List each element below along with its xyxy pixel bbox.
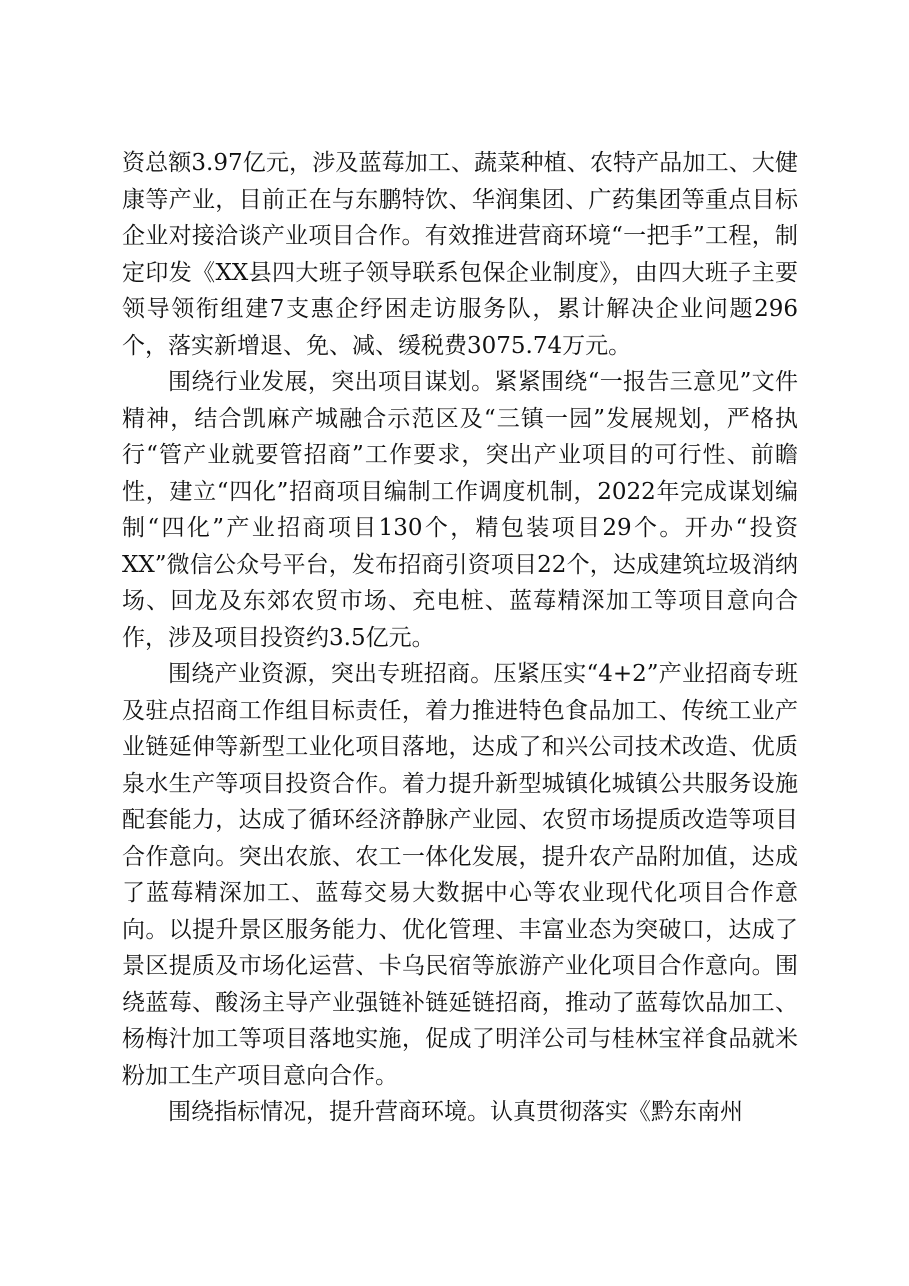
body-text	[122, 145, 798, 1131]
paragraph-business-environment: 围绕指标情况，提升营商环境。认真贯彻落实《黔东南州	[168, 1099, 743, 1125]
paragraph-project-planning: 围绕行业发展，突出项目谋划。紧紧围绕“一报告三意见”文件精神，结合凯麻产城融合示范区及“三镇一园”发展规划，严格执行“管产业就要管招商”工作要求，突出产业项目的可行性、前瞻性，建立“四化”招商项目编制工作调度机制，2022年完成谋划编制“四化”产业招商项目130个，精包装项目29个。开办“投资XX”微信公众号平台，发布招商引资项目22个，达成建筑垃圾消纳场、回龙及东郊农贸市场、充电桩、蓝莓精深加工等项目意向合作，涉及项目投资约3.5亿元。	[122, 369, 798, 651]
paragraph-special-investment: 围绕产业资源，突出专班招商。压紧压实“4+2”产业招商专班及驻点招商工作组目标责任，着力推进特色食品加工、传统工业产业链延伸等新型工业化项目落地，达成了和兴公司技术改造、优质泉水生产等项目投资合作。着力提升新型城镇化城镇公共服务设施配套能力，达成了循环经济静脉产业园、农贸市场提质改造等项目合作意向。突出农旅、农工一体化发展，提升农产品附加值，达成了蓝莓精深加工、蓝莓交易大数据中心等农业现代化项目合作意向。以提升景区服务能力、优化管理、丰富业态为突破口，达成了景区提质及市场化运营、卡乌民宿等旅游产业化项目合作意向。围绕蓝莓、酸汤主导产业强链补链延链招商，推动了蓝莓饮品加工、杨梅汁加工等项目落地实施，促成了明洋公司与桂林宝祥食品就米粉加工生产项目意向合作。	[122, 661, 798, 1089]
paragraph-continuation: 资总额3.97亿元，涉及蓝莓加工、蔬菜种植、农特产品加工、大健康等产业，目前正在与东鹏特饮、华润集团、广药集团等重点目标企业对接洽谈产业项目合作。有效推进营商环境“一把手”工程，制定印发《XX县四大班子领导联系包保企业制度》，由四大班子主要领导领衔组建7支惠企纾困走访服务队，累计解决企业问题296个，落实新增退、免、减、缓税费3075.74万元。	[122, 150, 798, 359]
